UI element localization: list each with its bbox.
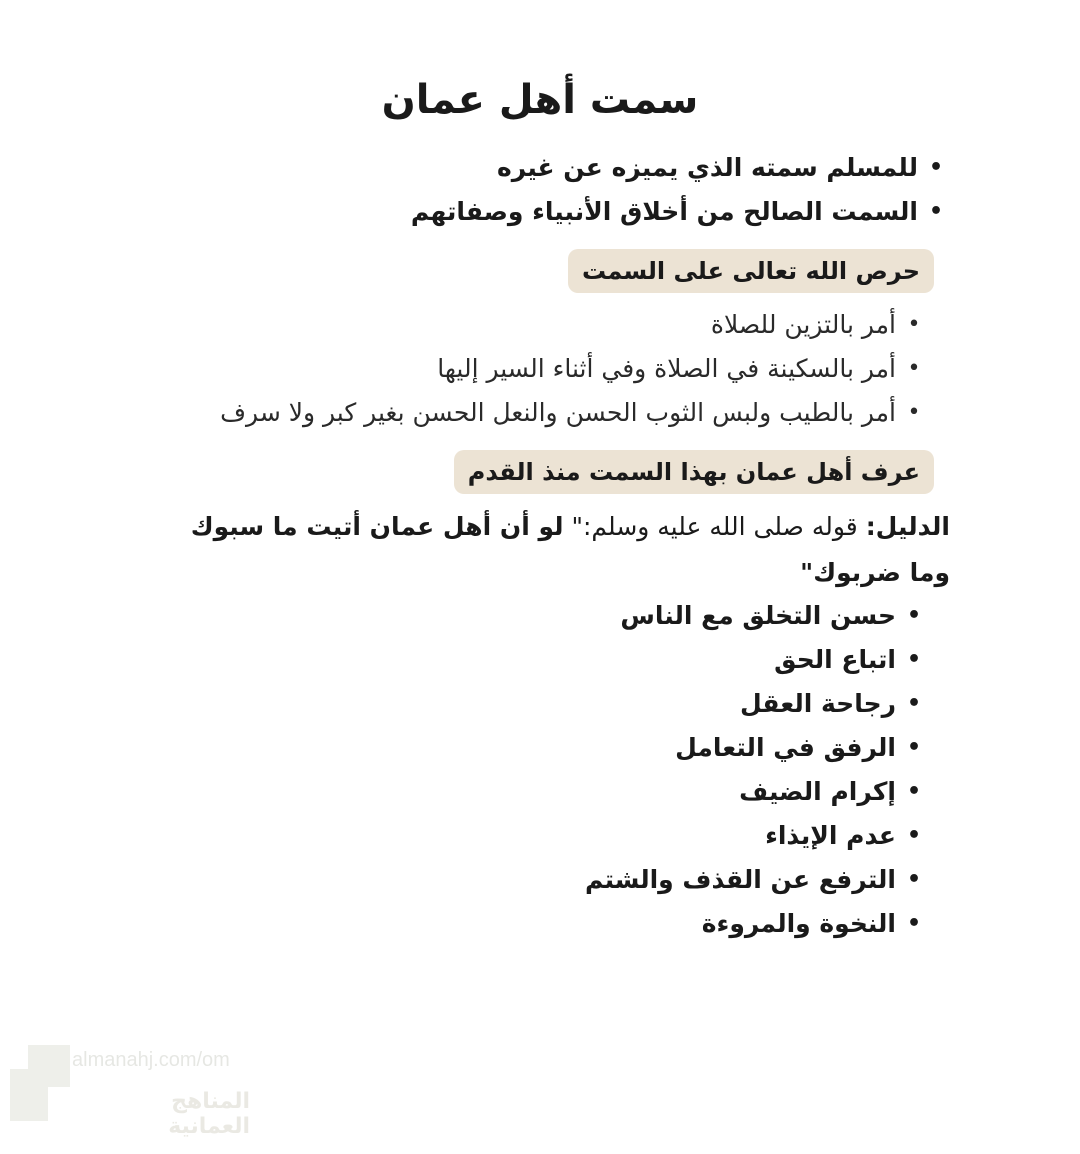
- evidence-text: قوله صلى الله عليه وسلم:": [563, 512, 866, 541]
- bullet-icon: •: [906, 691, 922, 716]
- bullet-icon: •: [906, 867, 922, 892]
- evidence-paragraph: [190, 504, 950, 596]
- watermark-url: almanahj.com/om: [72, 1049, 230, 1071]
- list-item: • اتباع الحق: [108, 638, 928, 682]
- list-item: • الرفق في التعامل: [108, 726, 928, 770]
- bullet-icon: •: [928, 155, 944, 180]
- bullet-icon: •: [906, 647, 922, 672]
- section-heading-oman: عرف أهل عمان بهذا السمت منذ القدم: [454, 450, 934, 494]
- bullet-icon: •: [907, 356, 921, 381]
- list-item: • السمت الصالح من أخلاق الأنبياء وصفاتهم: [130, 190, 950, 234]
- watermark-logo: [10, 1045, 250, 1139]
- bullet-icon: •: [906, 911, 922, 936]
- traits-list: [108, 594, 928, 946]
- list-item: • رجاحة العقل: [108, 682, 928, 726]
- bullet-icon: •: [906, 735, 922, 760]
- list-item: • إكرام الضيف: [108, 770, 928, 814]
- evidence-quote: لو أن أهل عمان أتيت ما سبوك وما ضربوك": [190, 512, 950, 587]
- list-item: • للمسلم سمته الذي يميزه عن غيره: [130, 146, 950, 190]
- bullet-icon: •: [907, 400, 921, 425]
- page-title: سمت أهل عمان: [381, 77, 699, 123]
- list-item: • عدم الإيذاء: [108, 814, 928, 858]
- bullet-icon: •: [907, 312, 921, 337]
- bullet-icon: •: [906, 603, 922, 628]
- intro-list: [130, 146, 950, 234]
- list-item: • النخوة والمروءة: [108, 902, 928, 946]
- care-list-block: [48, 303, 928, 435]
- bullet-icon: •: [928, 199, 944, 224]
- bullet-icon: •: [906, 779, 922, 804]
- list-item: • الترفع عن القذف والشتم: [108, 858, 928, 902]
- list-item: • أمر بالطيب ولبس الثوب الحسن والنعل الحسن بغير كبر ولا سرف: [48, 391, 928, 435]
- traits-list-block: [108, 594, 928, 946]
- section-heading-care: حرص الله تعالى على السمت: [568, 249, 934, 293]
- evidence-label: الدليل:: [865, 512, 950, 541]
- list-item: • حسن التخلق مع الناس: [108, 594, 928, 638]
- watermark-name: المناهج العمانية: [168, 1089, 250, 1139]
- list-item: • أمر بالسكينة في الصلاة وفي أثناء السير إليها: [48, 347, 928, 391]
- intro-list-block: [130, 146, 950, 234]
- bullet-icon: •: [906, 823, 922, 848]
- list-item: • أمر بالتزين للصلاة: [48, 303, 928, 347]
- care-list: [48, 303, 928, 435]
- watermark-shape: [10, 1069, 48, 1121]
